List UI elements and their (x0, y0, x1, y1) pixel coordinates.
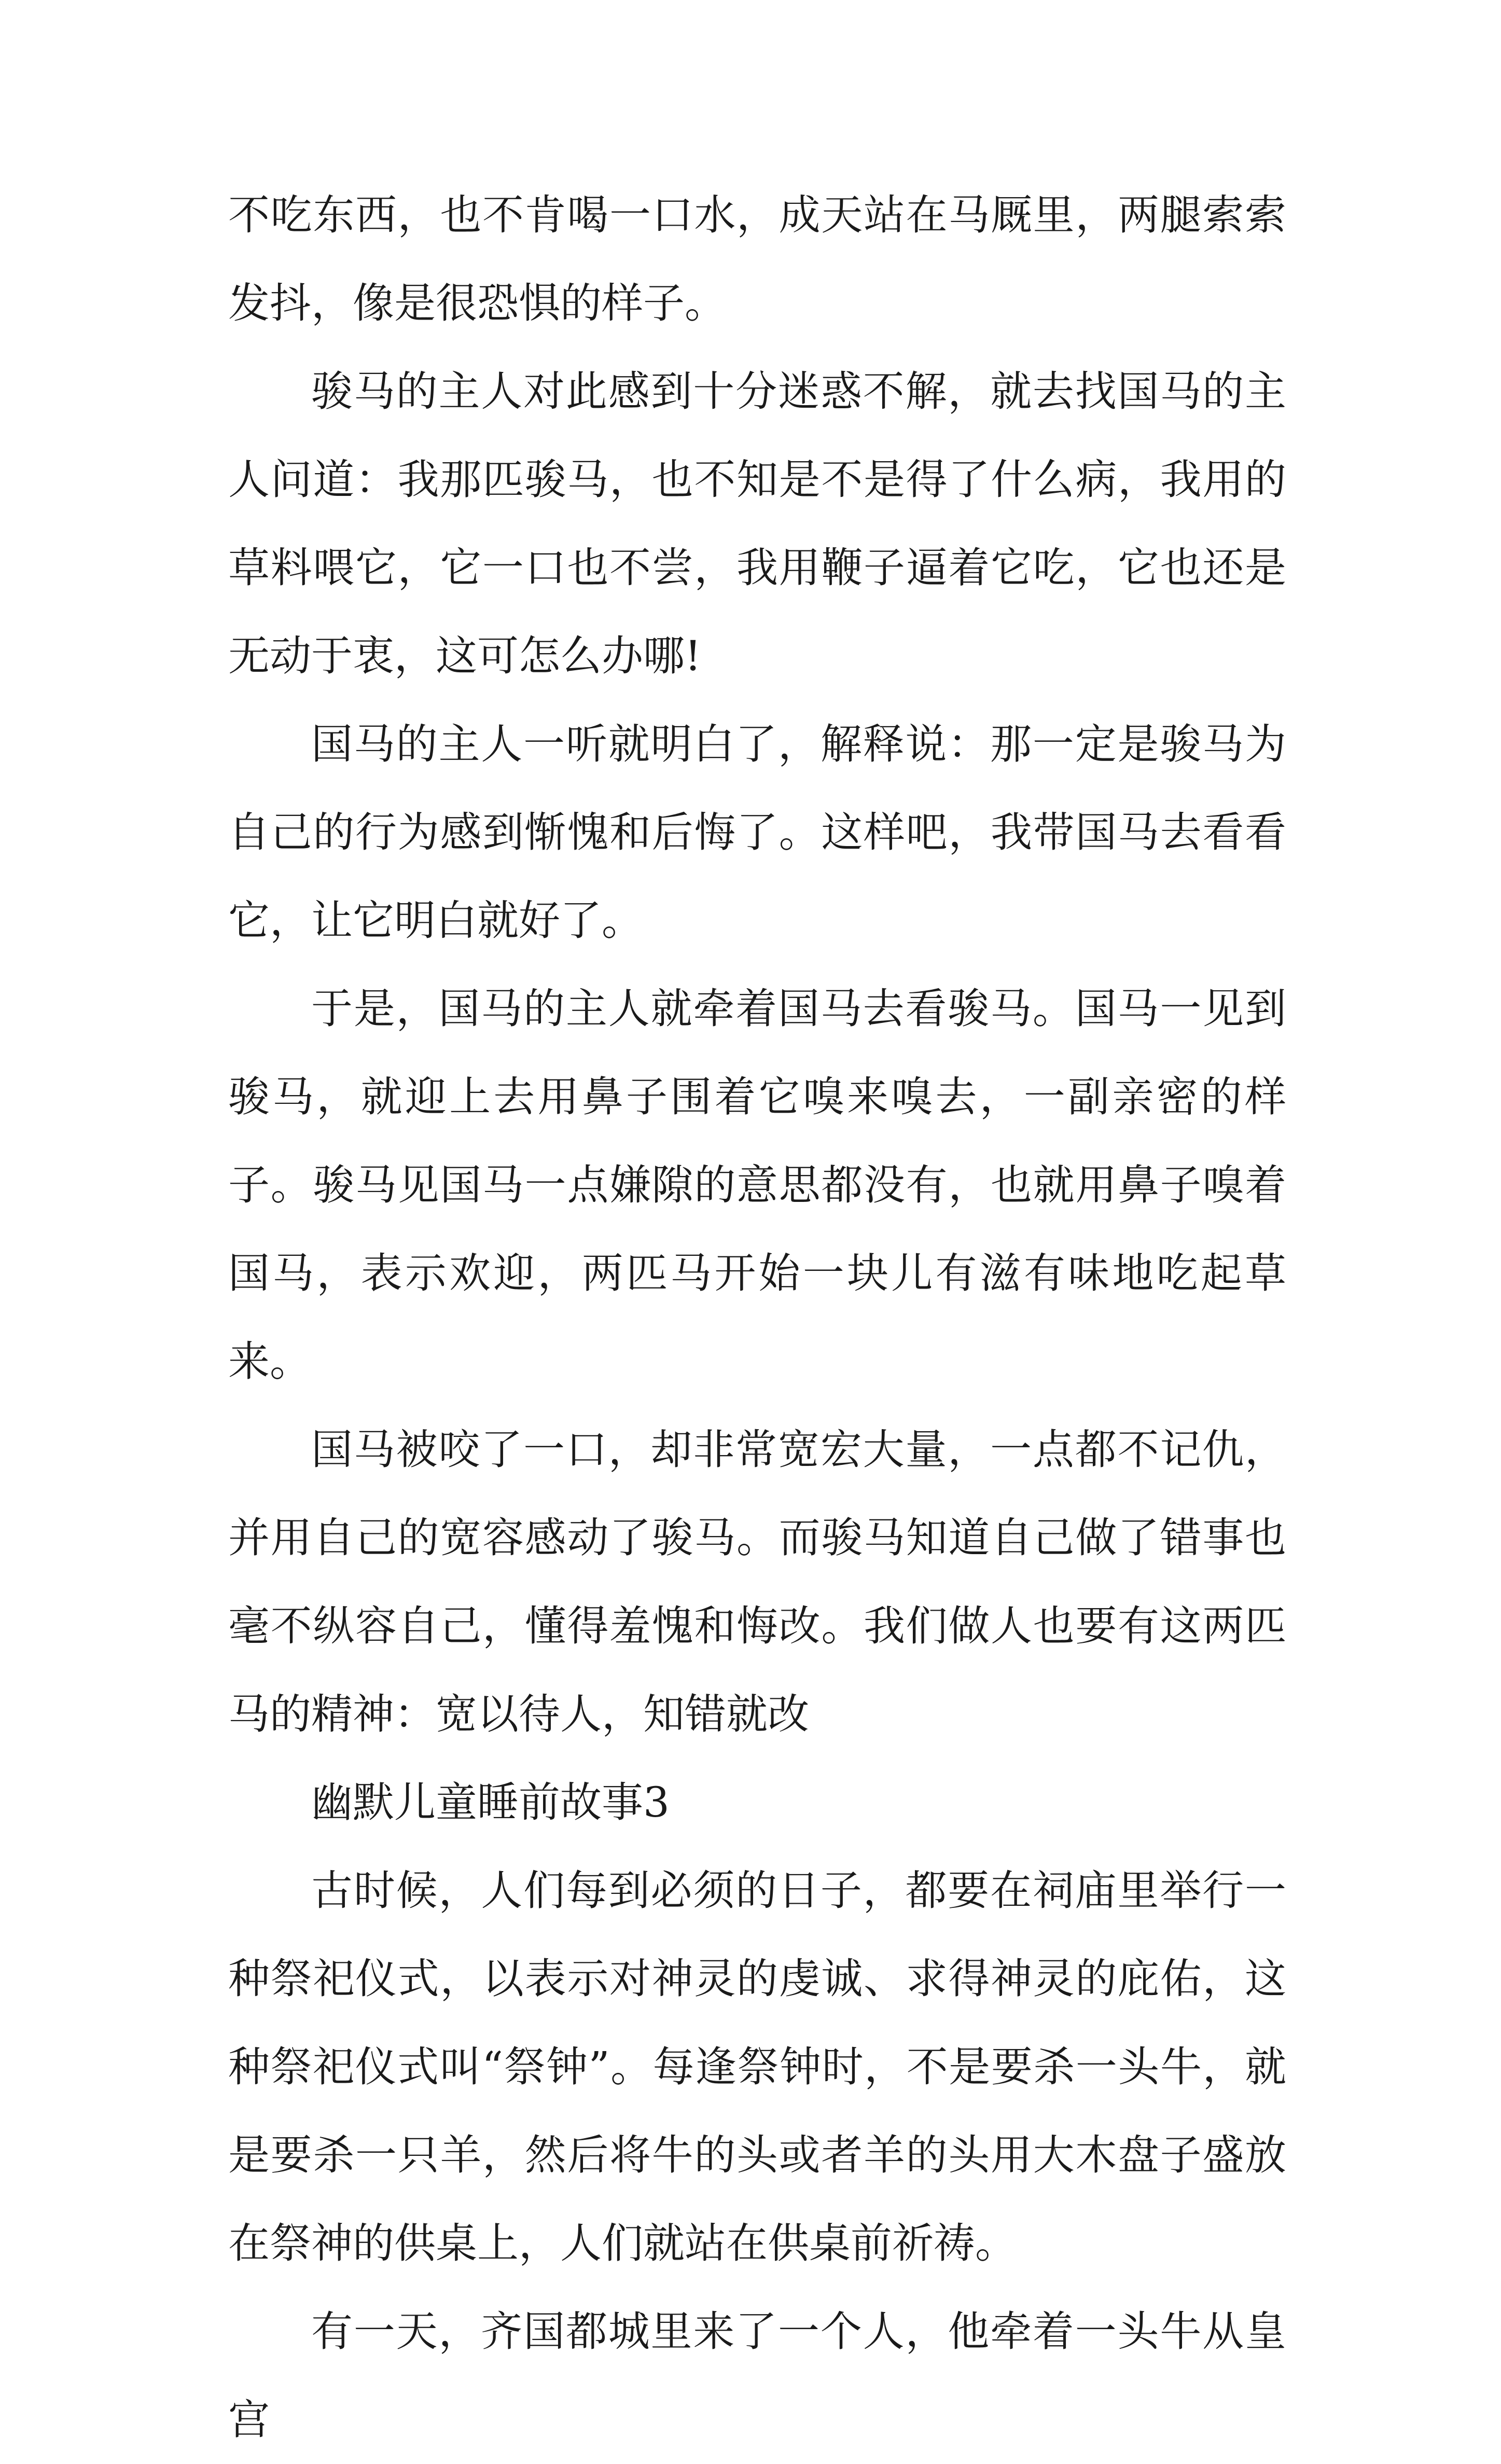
paragraph-owner-explains: 国马的主人一听就明白了，解释说：那一定是骏马为自己的行为感到惭愧和后悔了。这样吧，我带国马去看看它，让它明白就好了。 (228, 720, 1286, 945)
paragraph-horses-meet: 于是，国马的主人就牵着国马去看骏马。国马一见到骏马，就迎上去用鼻子围着它嗅来嗅去，一副亲密的样子。骏马见国马一点嫌隙的意思都没有，也就用鼻子嗅着国马，表示欢迎，两匹马开始一块儿有滋有味地吃起草来。 (228, 985, 1286, 1386)
paragraph-man-with-ox: 有一天，齐国都城里来了一个人，他牵着一头牛从皇宫 (228, 2307, 1286, 2444)
paragraph-horse-afraid: 不吃东西，也不肯喝一口水，成天站在马厩里，两腿索索发抖，像是很恐惧的样子。 (228, 191, 1286, 327)
document-page (228, 171, 1286, 2464)
paragraph-moral: 国马被咬了一口，却非常宽宏大量，一点都不记仇，并用自己的宽容感动了骏马。而骏马知道自己做了错事也毫不纵容自己，懂得羞愧和悔改。我们做人也要有这两匹马的精神：宽以待人，知错就改 (228, 1425, 1286, 1738)
paragraph-ritual: 古时候，人们每到必须的日子，都要在祠庙里举行一种祭祀仪式，以表示对神灵的虔诚、求得神灵的庇佑，这种祭祀仪式叫“祭钟”。每逢祭钟时，不是要杀一头牛，就是要杀一只羊，然后将牛的头或者羊的头用大木盘子盛放在祭神的供桌上，人们就站在供桌前祈祷。 (228, 1866, 1286, 2267)
paragraph-owner-confused: 骏马的主人对此感到十分迷惑不解，就去找国马的主人问道：我那匹骏马，也不知是不是得了什么病，我用的草料喂它，它一口也不尝，我用鞭子逼着它吃，它也还是无动于衷，这可怎么办哪! (228, 367, 1286, 680)
story-heading: 幽默儿童睡前故事3 (311, 1778, 670, 1826)
